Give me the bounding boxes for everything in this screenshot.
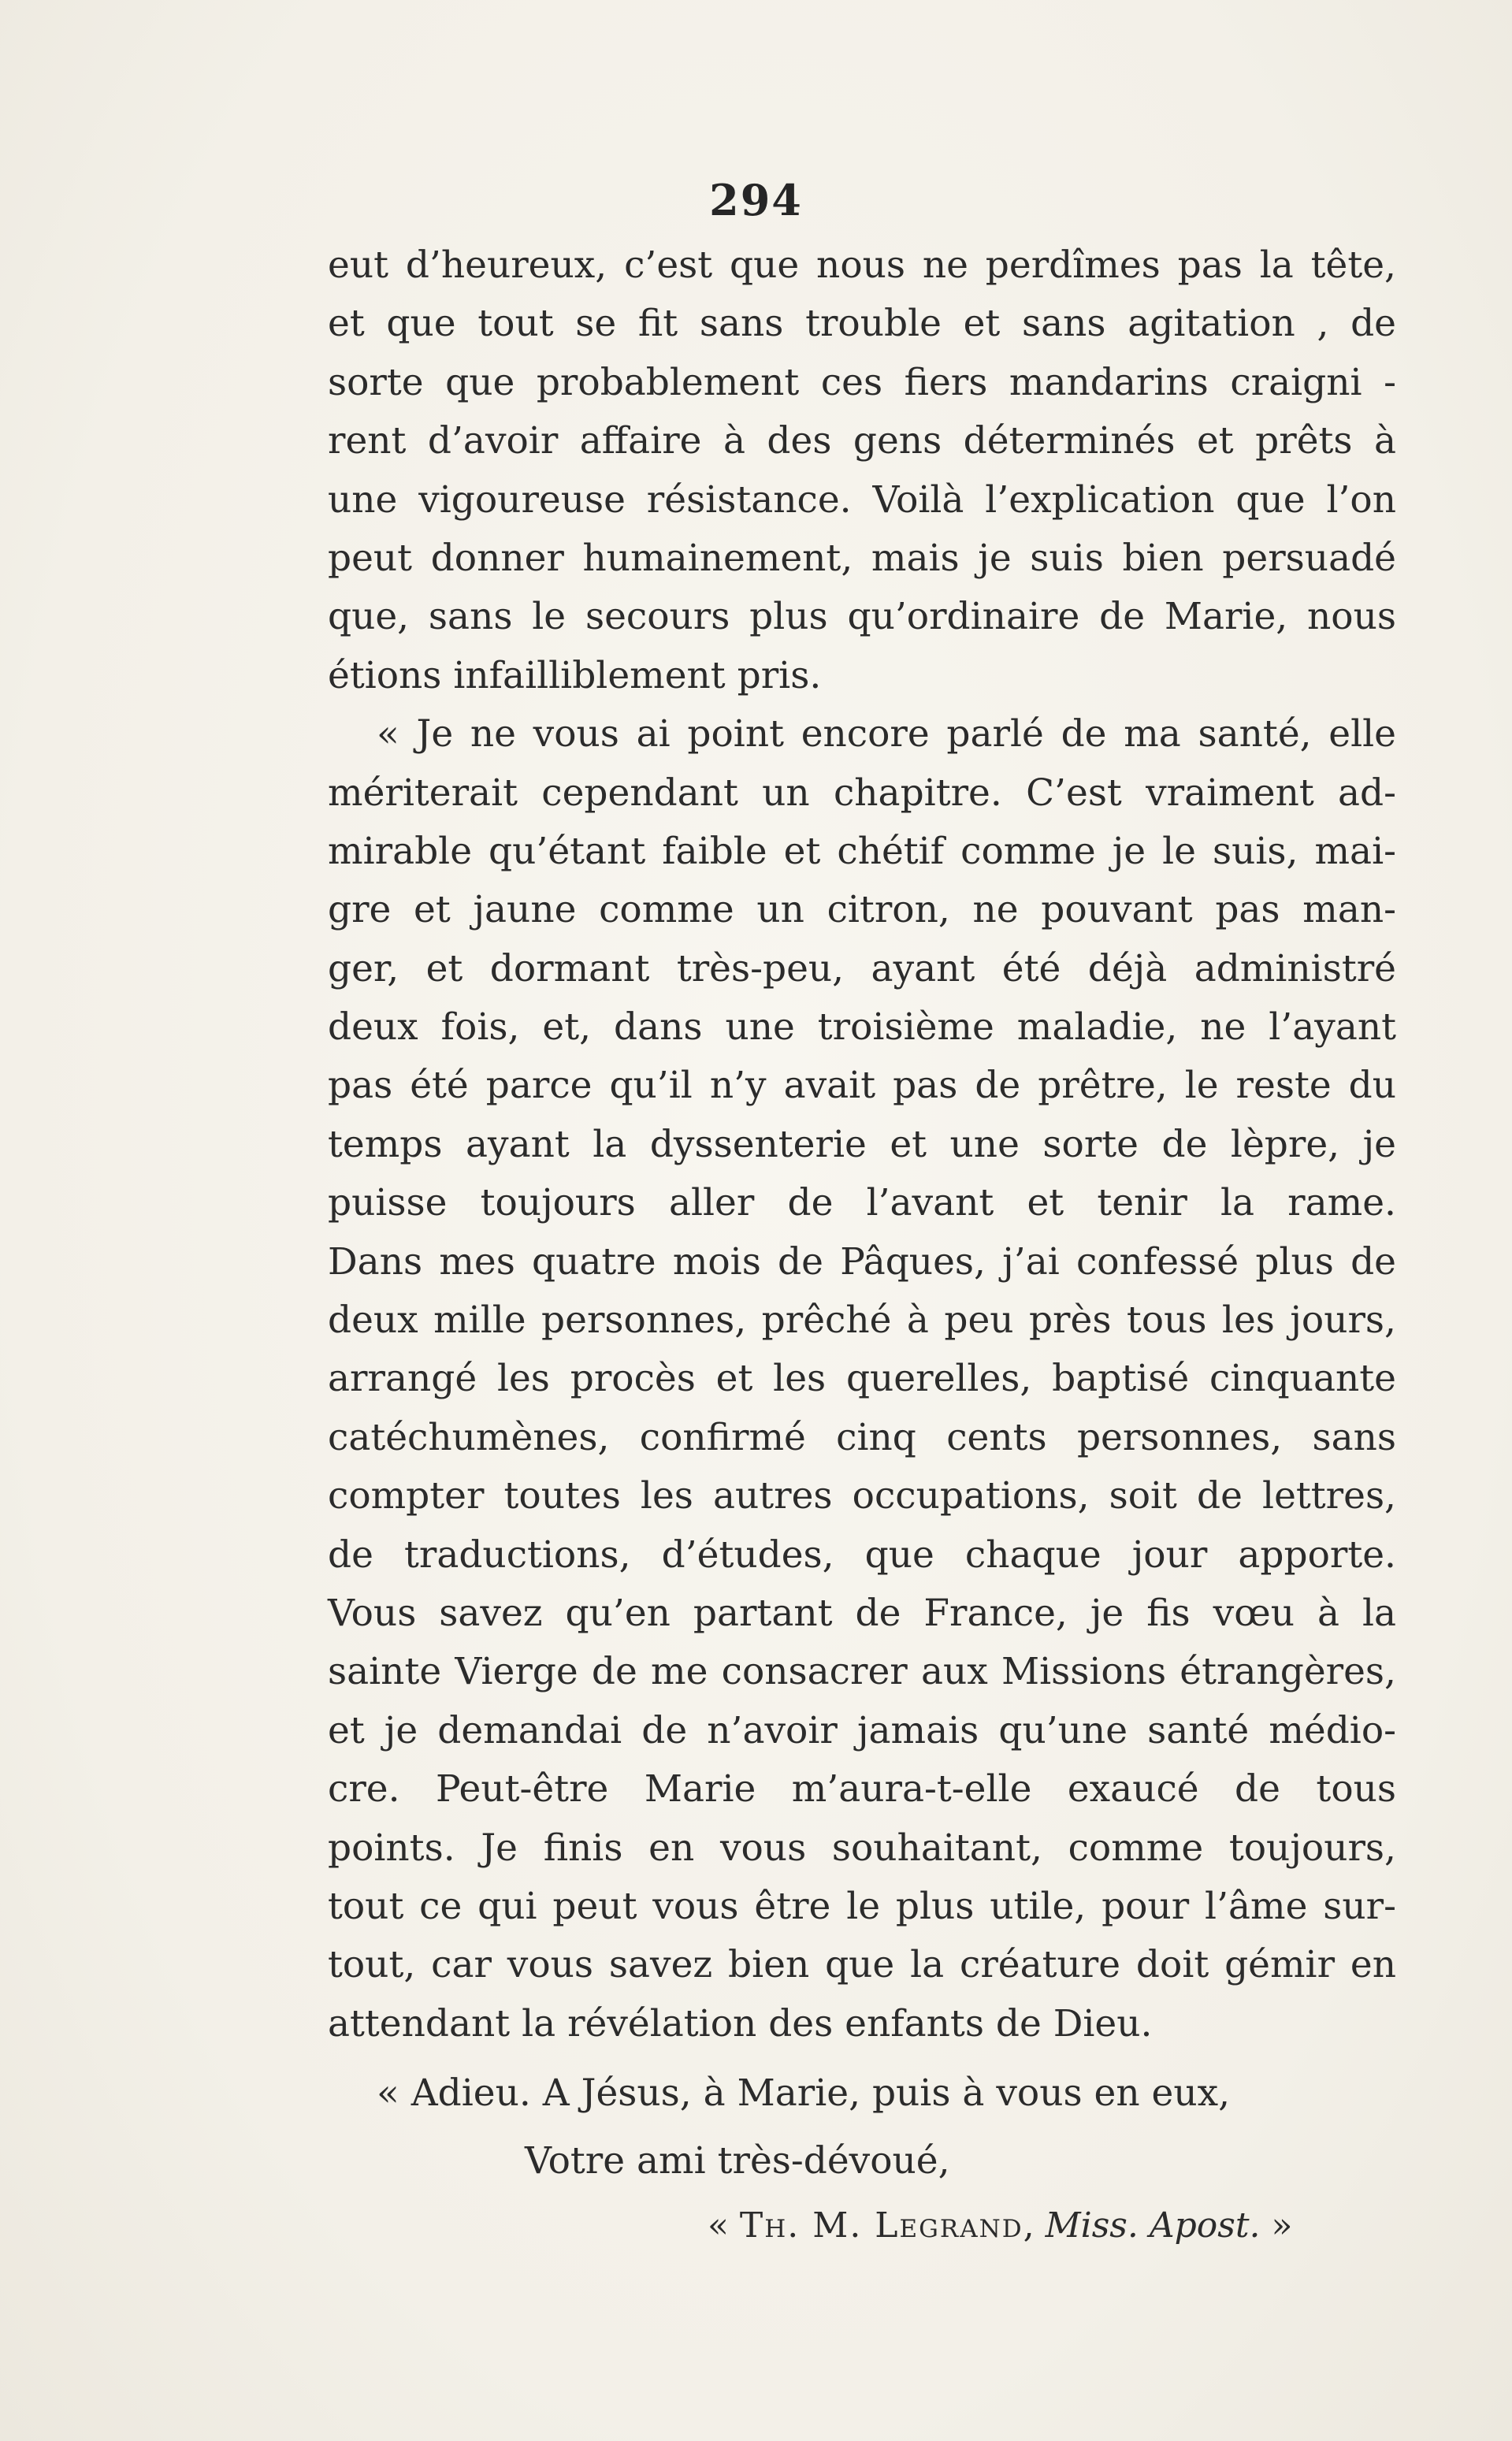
closing-greeting: « Adieu. A Jésus, à Marie, puis à vous en eux,	[377, 2071, 1231, 2116]
text-line: « Je ne vous ai point encore parlé de ma santé, elle	[377, 712, 1396, 756]
signature-title: Miss. Apost.	[1045, 2205, 1261, 2246]
signature-separator: ,	[1023, 2205, 1046, 2246]
text-line: catéchumènes, confirmé cinq cents personnes, sans	[328, 1415, 1396, 1459]
text-line: temps ayant la dyssenterie et une sorte de lèpre, je	[328, 1122, 1396, 1166]
signature-close-quote: »	[1260, 2205, 1293, 2246]
text-line: points. Je finis en vous souhaitant, comme toujours,	[328, 1826, 1396, 1870]
text-line: pas été parce qu’il n’y avait pas de prêtre, le reste du	[328, 1064, 1396, 1108]
text-line: puisse toujours aller de l’avant et tenir la rame.	[328, 1181, 1396, 1225]
text-line: Vous savez qu’en partant de France, je fis vœu à la	[328, 1591, 1396, 1635]
text-line: compter toutes les autres occupations, soit de lettres,	[328, 1474, 1396, 1518]
text-line: sorte que probablement ces fiers mandarins craigni -	[328, 360, 1396, 404]
text-line: attendant la révélation des enfants de Dieu.	[328, 2001, 1153, 2045]
page-number: 294	[709, 175, 803, 225]
text-line: ger, et dormant très-peu, ayant été déjà administré	[328, 946, 1396, 990]
text-line: deux fois, et, dans une troisième maladie, ne l’ayant	[328, 1005, 1396, 1050]
body-text	[328, 236, 1396, 2053]
text-line: et que tout se fit sans trouble et sans agitation , de	[328, 302, 1396, 346]
text-line: sainte Vierge de me consacrer aux Missions étrangères,	[328, 1650, 1396, 1694]
signature-open-quote: «	[708, 2205, 740, 2246]
text-line: étions infailliblement pris.	[328, 653, 822, 697]
text-line: et je demandai de n’avoir jamais qu’une santé médio-	[328, 1708, 1396, 1752]
text-line: cre. Peut-être Marie m’aura-t-elle exaucé de tous	[328, 1767, 1396, 1811]
signature-name: Th. M. Legrand	[739, 2205, 1023, 2246]
text-line: de traductions, d’études, que chaque jour apporte.	[328, 1533, 1396, 1577]
signature	[708, 2197, 1292, 2255]
text-line: que, sans le secours plus qu’ordinaire de Marie, nous	[328, 595, 1396, 639]
text-line: gre et jaune comme un citron, ne pouvant pas man-	[328, 888, 1396, 932]
text-line: rent d’avoir affaire à des gens déterminés et prêts à	[328, 419, 1396, 463]
text-line: tout, car vous savez bien que la créature doit gémir en	[328, 1943, 1396, 1987]
text-line: arrangé les procès et les querelles, baptisé cinquante	[328, 1357, 1396, 1401]
closing-sign-line: Votre ami très-dévoué,	[525, 2139, 950, 2183]
text-line: une vigoureuse résistance. Voilà l’explication que l’on	[328, 477, 1396, 522]
text-line: Dans mes quatre mois de Pâques, j’ai confessé plus de	[328, 1239, 1396, 1284]
text-line: eut d’heureux, c’est que nous ne perdîmes pas la tête,	[328, 243, 1396, 287]
text-line: mirable qu’étant faible et chétif comme je le suis, mai-	[328, 829, 1396, 873]
text-line: deux mille personnes, prêché à peu près tous les jours,	[328, 1299, 1396, 1343]
text-line: tout ce qui peut vous être le plus utile, pour l’âme sur-	[328, 1884, 1396, 1928]
text-line: peut donner humainement, mais je suis bien persuadé	[328, 536, 1396, 580]
text-line: mériterait cependant un chapitre. C’est vraiment ad-	[328, 771, 1396, 815]
